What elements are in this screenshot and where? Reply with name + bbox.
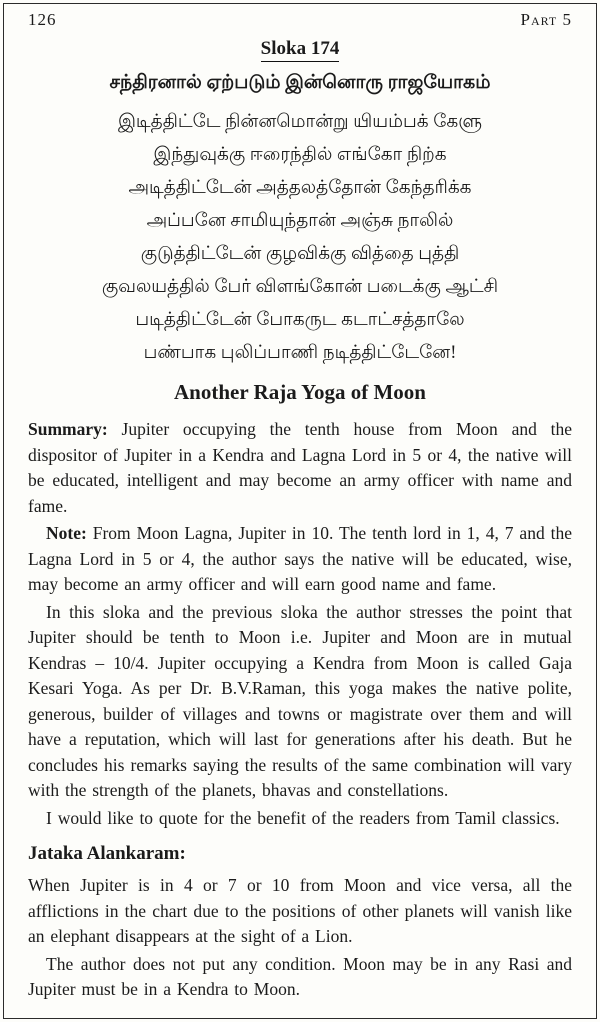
article-body: [28, 417, 572, 1003]
summary-text: Jupiter occupying the tenth house from Moon and the dispositor of Jupiter in a Kendra and Lagna Lord in 5 or 4, the native will be educated, intelligent and may become an army officer with name and fame.: [28, 419, 573, 516]
note-label: Note:: [46, 523, 87, 543]
verse-line-7: படித்திட்டேன் போகருட கடாட்சத்தாலே: [135, 310, 465, 330]
page-number: 126: [28, 10, 57, 29]
verse-line-2: இந்துவுக்கு ஈரைந்தில் எங்கோ நிற்க: [153, 145, 447, 165]
tamil-heading: சந்திரனால் ஏற்படும் இன்னொரு ராஜயோகம்: [109, 72, 491, 93]
verse-line-1: இடித்திட்டே நின்னமொன்று யியம்பக் கேளு: [117, 112, 483, 132]
summary-paragraph: [28, 417, 572, 519]
verse-line-5: குடுத்திட்டேன் குழவிக்கு வித்தை புத்தி: [140, 244, 460, 264]
note-paragraph: [28, 521, 572, 598]
page-border-frame: [3, 3, 597, 1019]
note-text: From Moon Lagna, Jupiter in 10. The tenth lord in 1, 4, 7 and the Lagna Lord in 5 or 4, the author says the native will be educated, wise, may become an army officer and will earn good name and fame.: [28, 523, 573, 594]
verse-line-8: பண்பாக புலிப்பாணி நடித்திட்டேனே!: [143, 343, 457, 363]
part-label: Part 5: [520, 10, 572, 29]
jataka-heading: Jataka Alankaram:: [28, 843, 186, 864]
jataka-paragraph-1: When Jupiter is in 4 or 7 or 10 from Moon and vice versa, all the afflictions in the chart due to the positions of other planets will vanish like an elephant disappears at the sight of a Lion.: [28, 875, 572, 946]
verse-line-3: அடித்திட்டேன் அத்தலத்தோன் கேந்தரிக்க: [128, 178, 472, 198]
sloka-title-wrap: [28, 38, 572, 62]
discussion-paragraph: In this sloka and the previous sloka the author stresses the point that Jupiter should be tenth to Moon i.e. Jupiter and Moon are in mutual Kendras – 10/4. Jupiter occupying a Kendra from Moon is called Gaja Kesari Yoga. As per Dr. B.V.Raman, this yoga makes the native polite, generous, builder of villages and towns or magistrate over them and will have a reputation, which will last for generations after his death. But he concludes his remarks saying the results of the same combination will vary with the strength of the planets, bhavas and constellations.: [28, 601, 572, 800]
summary-label: Summary:: [28, 419, 108, 439]
section-title: Another Raja Yoga of Moon: [174, 380, 426, 404]
verse-line-4: அப்பனே சாமியுந்தான் அஞ்சு நாலில்: [146, 211, 454, 231]
verse-line-6: குவலயத்தில் பேர் விளங்கோன் படைக்கு ஆட்சி: [101, 277, 499, 297]
quote-intro-paragraph: I would like to quote for the benefit of the readers from Tamil classics.: [46, 807, 560, 828]
sloka-title: Sloka 174: [261, 38, 340, 62]
running-head: [28, 10, 572, 30]
jataka-paragraph-2: The author does not put any condition. Moon may be in any Rasi and Jupiter must be in a Kendra to Moon.: [28, 953, 572, 999]
tamil-verse: [28, 106, 572, 370]
